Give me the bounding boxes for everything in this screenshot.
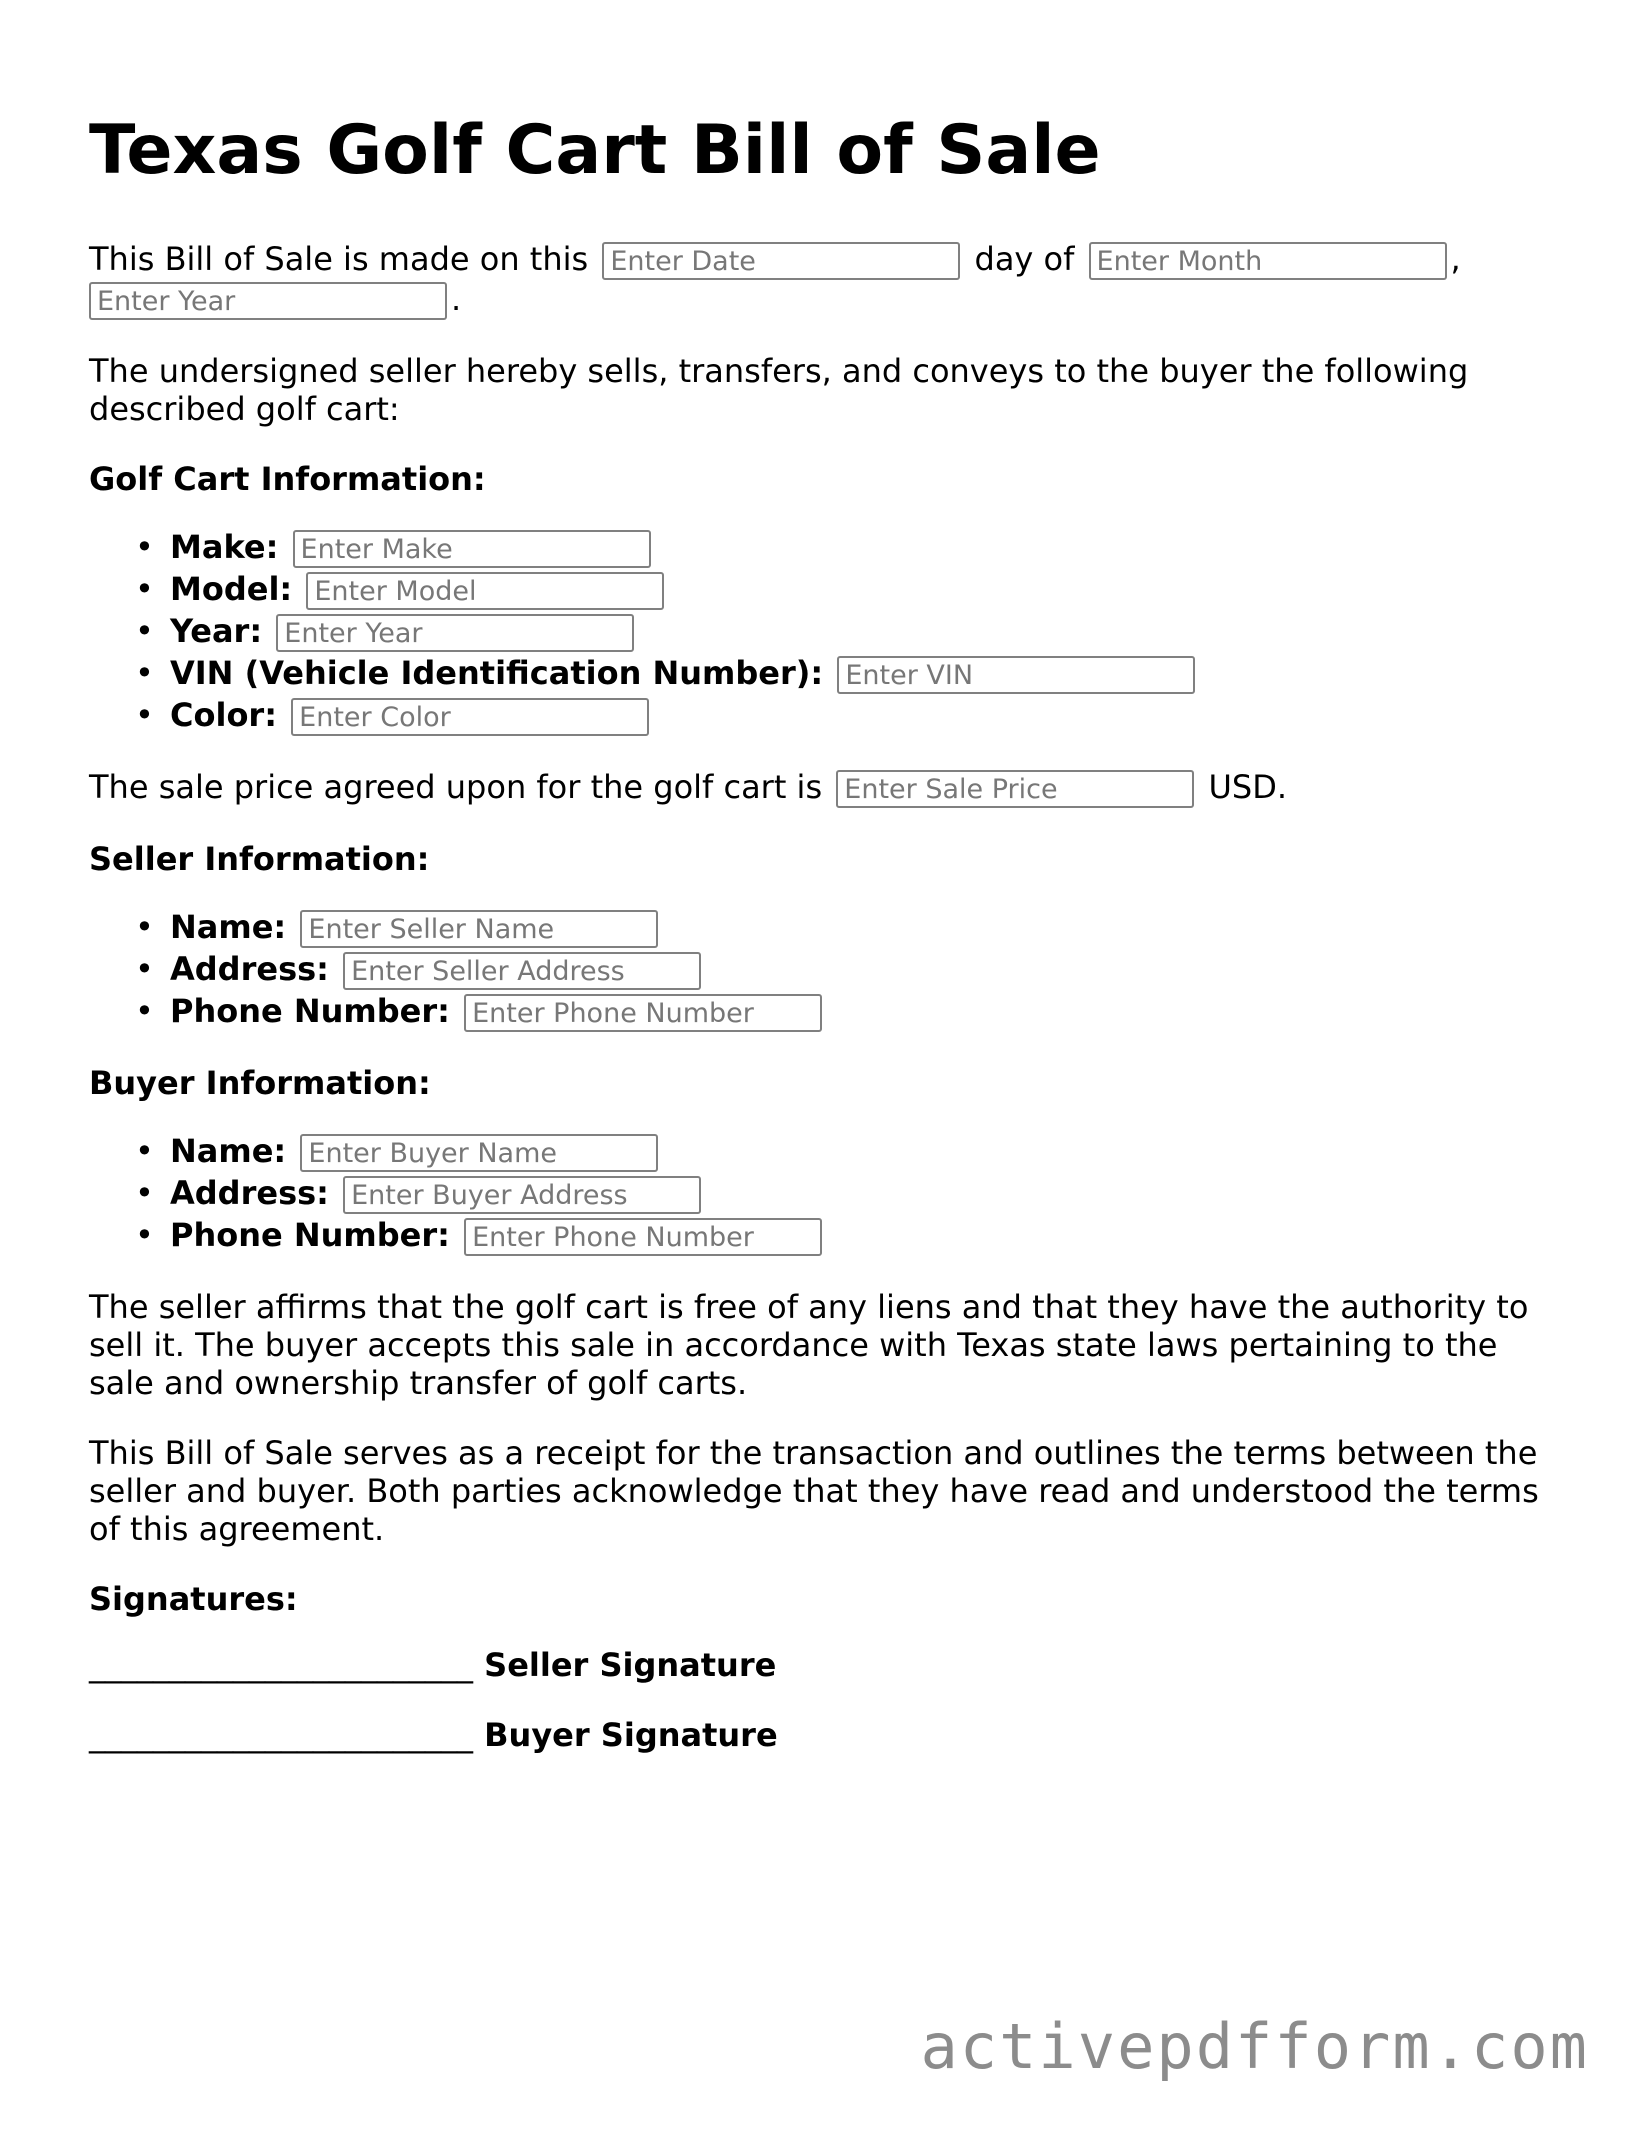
buyer-signature-label: Buyer Signature bbox=[484, 1716, 778, 1754]
list-item-color bbox=[170, 694, 1569, 736]
intro-period: . bbox=[451, 280, 462, 318]
seller-address-field[interactable] bbox=[343, 952, 701, 990]
list-item-buyer-name bbox=[170, 1130, 1569, 1172]
make-label: Make: bbox=[170, 528, 279, 566]
price-suffix: USD. bbox=[1208, 768, 1287, 806]
golf-cart-list bbox=[89, 526, 1569, 736]
list-item-make bbox=[170, 526, 1569, 568]
buyer-name-label: Name: bbox=[170, 1132, 287, 1170]
intro-prefix: This Bill of Sale is made on this bbox=[89, 240, 589, 278]
seller-signature-label: Seller Signature bbox=[484, 1646, 777, 1684]
seller-heading: Seller Information: bbox=[89, 840, 430, 878]
page-title: Texas Golf Cart Bill of Sale bbox=[89, 111, 1101, 190]
document-content bbox=[89, 108, 1569, 1786]
model-label: Model: bbox=[170, 570, 293, 608]
month-field[interactable] bbox=[1089, 242, 1447, 280]
date-field[interactable] bbox=[602, 242, 960, 280]
color-label: Color: bbox=[170, 696, 277, 734]
list-item-seller-phone bbox=[170, 990, 1569, 1032]
buyer-signature-line: ________________________ bbox=[89, 1716, 473, 1754]
list-item-seller-address bbox=[170, 948, 1569, 990]
intro-day-of: day of bbox=[974, 240, 1075, 278]
transfer-paragraph: The undersigned seller hereby sells, transfers, and conveys to the buyer the following described golf cart: bbox=[89, 352, 1469, 428]
receipt-paragraph: This Bill of Sale serves as a receipt for the transaction and outlines the terms between the seller and buyer. Both parties acknowledge that they have read and understood the terms of this agreement. bbox=[89, 1434, 1539, 1548]
seller-signature-row bbox=[89, 1646, 1569, 1684]
buyer-phone-label: Phone Number: bbox=[170, 1216, 450, 1254]
signatures-heading: Signatures: bbox=[89, 1580, 298, 1618]
seller-list bbox=[89, 906, 1569, 1032]
list-item-year bbox=[170, 610, 1569, 652]
seller-name-field[interactable] bbox=[300, 910, 658, 948]
buyer-address-label: Address: bbox=[170, 1174, 329, 1212]
buyer-list bbox=[89, 1130, 1569, 1256]
intro-comma: , bbox=[1450, 240, 1461, 278]
seller-signature-line: ________________________ bbox=[89, 1646, 473, 1684]
list-item-seller-name bbox=[170, 906, 1569, 948]
buyer-signature-row bbox=[89, 1716, 1569, 1754]
list-item-model bbox=[170, 568, 1569, 610]
color-field[interactable] bbox=[291, 698, 649, 736]
cart-year-field[interactable] bbox=[276, 614, 634, 652]
seller-address-label: Address: bbox=[170, 950, 329, 988]
buyer-name-field[interactable] bbox=[300, 1134, 658, 1172]
vin-label: VIN (Vehicle Identification Number): bbox=[170, 654, 824, 692]
year-field[interactable] bbox=[89, 282, 447, 320]
list-item-buyer-phone bbox=[170, 1214, 1569, 1256]
buyer-phone-field[interactable] bbox=[464, 1218, 822, 1256]
seller-name-label: Name: bbox=[170, 908, 287, 946]
buyer-address-field[interactable] bbox=[343, 1176, 701, 1214]
seller-phone-label: Phone Number: bbox=[170, 992, 450, 1030]
list-item-buyer-address bbox=[170, 1172, 1569, 1214]
affirmation-paragraph: The seller affirms that the golf cart is free of any liens and that they have the authority to sell it. The buyer accepts this sale in accordance with Texas state laws pertaining to the sale and ownership transfer of golf carts. bbox=[89, 1288, 1529, 1402]
sale-price-field[interactable] bbox=[836, 770, 1194, 808]
intro-paragraph bbox=[89, 240, 1569, 320]
golf-cart-heading: Golf Cart Information: bbox=[89, 460, 486, 498]
list-item-vin bbox=[170, 652, 1569, 694]
year-label: Year: bbox=[170, 612, 263, 650]
buyer-heading: Buyer Information: bbox=[89, 1064, 431, 1102]
model-field[interactable] bbox=[306, 572, 664, 610]
price-prefix: The sale price agreed upon for the golf cart is bbox=[89, 768, 823, 806]
seller-phone-field[interactable] bbox=[464, 994, 822, 1032]
watermark: activepdfform.com bbox=[920, 2010, 1589, 2083]
vin-field[interactable] bbox=[837, 656, 1195, 694]
price-paragraph bbox=[89, 768, 1569, 808]
make-field[interactable] bbox=[293, 530, 651, 568]
